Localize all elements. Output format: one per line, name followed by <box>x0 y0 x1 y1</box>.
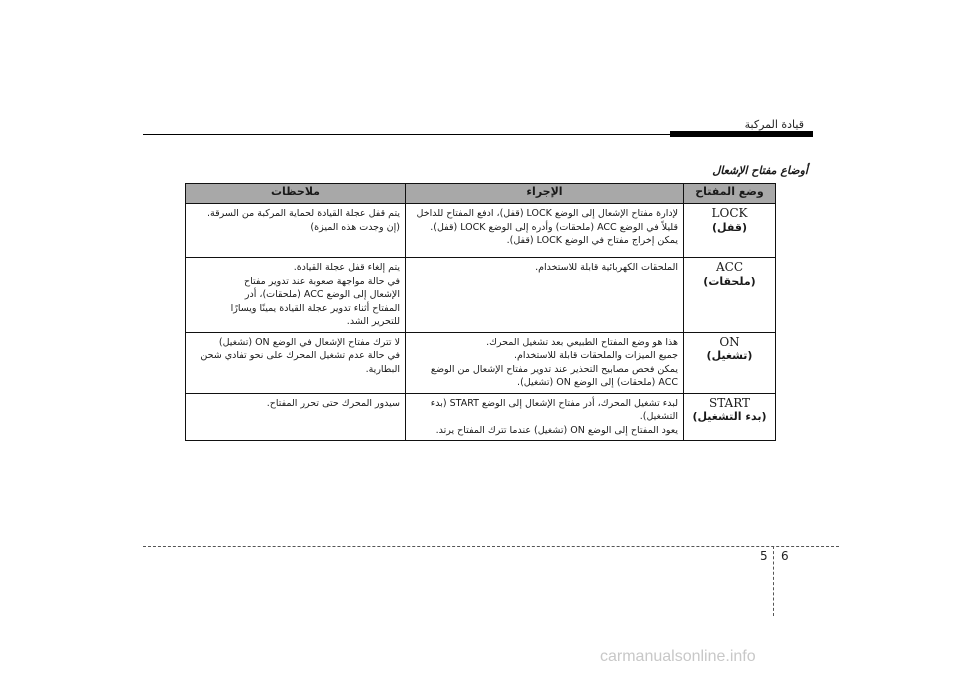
notes-line: المفتاح أثناء تدوير عجلة القيادة يمينًا ويسارًا <box>230 302 400 314</box>
chapter-number: 5 <box>760 549 768 563</box>
action-line: لإدارة مفتاح الإشعال إلى الوضع LOCK (قفل)، ادفع المفتاح للداخل <box>416 208 678 219</box>
key-position-cell <box>684 258 776 333</box>
notes-line: (إن وجدت هذه الميزة) <box>310 221 400 233</box>
footer-dashed-divider <box>773 546 774 616</box>
position-label-ar: (تشغيل) <box>706 349 753 362</box>
header-title: قيادة المركبة <box>744 118 804 131</box>
action-line: التشغيل). <box>639 411 678 422</box>
section-title: أوضاع مفتاح الإشعال <box>712 164 808 177</box>
position-label: ON <box>719 334 740 349</box>
action-cell <box>406 332 684 393</box>
table-row <box>186 393 776 441</box>
table-row <box>186 332 776 393</box>
action-line: هذا هو وضع المفتاح الطبيعي بعد تشغيل المحرك. <box>486 336 678 348</box>
notes-cell <box>186 204 406 258</box>
position-label: START <box>708 395 751 410</box>
footer-dashed-rule <box>143 546 839 547</box>
header-accent-bar <box>670 131 813 137</box>
action-line: جميع الميزات والملحقات قابلة للاستخدام. <box>514 350 678 361</box>
notes-line: الإشعال إلى الوضع ACC (ملحقات)، أدر <box>244 289 400 300</box>
table-row <box>186 258 776 333</box>
notes-line: سيدور المحرك حتى تحرر المفتاح. <box>266 397 400 409</box>
action-line: يمكن فحص مصابيح التحذير عند تدوير مفتاح الإشعال من الوضع <box>430 363 678 375</box>
notes-cell <box>186 332 406 393</box>
action-line: لبدء تشغيل المحرك، أدر مفتاح الإشعال إلى الوضع START (بدء <box>430 397 678 409</box>
action-cell <box>406 204 684 258</box>
header-key-position: وضع المفتاح <box>684 184 776 204</box>
action-line: ACC (ملحقات) إلى الوضع ON (تشغيل). <box>517 377 678 388</box>
notes-line: يتم قفل عجلة القيادة لحماية المركبة من السرقة. <box>207 208 400 219</box>
notes-line: يتم إلغاء قفل عجلة القيادة. <box>293 262 400 273</box>
action-cell <box>406 258 684 333</box>
page-number: 6 <box>781 549 789 563</box>
action-cell <box>406 393 684 441</box>
notes-line: في حالة مواجهة صعوبة عند تدوير مفتاح <box>243 275 400 287</box>
header-action: الإجراء <box>406 184 684 204</box>
position-label-ar: (قفل) <box>712 220 747 234</box>
notes-line: للتحرير الشد. <box>346 316 400 327</box>
action-line: يعود المفتاح إلى الوضع ON (تشغيل) عندما تترك المفتاح يرتد. <box>435 424 678 436</box>
header-notes: ملاحظات <box>186 184 406 204</box>
key-position-cell <box>684 204 776 258</box>
position-label-ar: (بدء التشغيل) <box>692 410 767 423</box>
ignition-modes-table <box>185 183 776 441</box>
position-label: LOCK <box>711 206 748 220</box>
action-line: قليلاً في الوضع ACC (ملحقات) وأدره إلى الوضع LOCK (قفل). <box>430 221 678 233</box>
notes-cell <box>186 393 406 441</box>
action-line: يمكن إخراج مفتاح في الوضع LOCK (قفل). <box>506 235 678 246</box>
position-label-ar: (ملحقات) <box>703 274 756 288</box>
table-header-row <box>186 184 776 204</box>
position-label: ACC <box>715 260 744 274</box>
watermark: carmanualsonline.info <box>600 648 756 665</box>
notes-line: لا تترك مفتاح الإشعال في الوضع ON (تشغيل) <box>218 336 400 348</box>
notes-line: في حالة عدم تشغيل المحرك على نحو تفادي شحن <box>200 350 400 361</box>
action-line: الملحقات الكهربائية قابلة للاستخدام. <box>535 262 678 273</box>
key-position-cell <box>684 393 776 441</box>
key-position-cell <box>684 332 776 393</box>
notes-line: البطارية. <box>365 363 400 375</box>
table-row <box>186 204 776 258</box>
notes-cell <box>186 258 406 333</box>
